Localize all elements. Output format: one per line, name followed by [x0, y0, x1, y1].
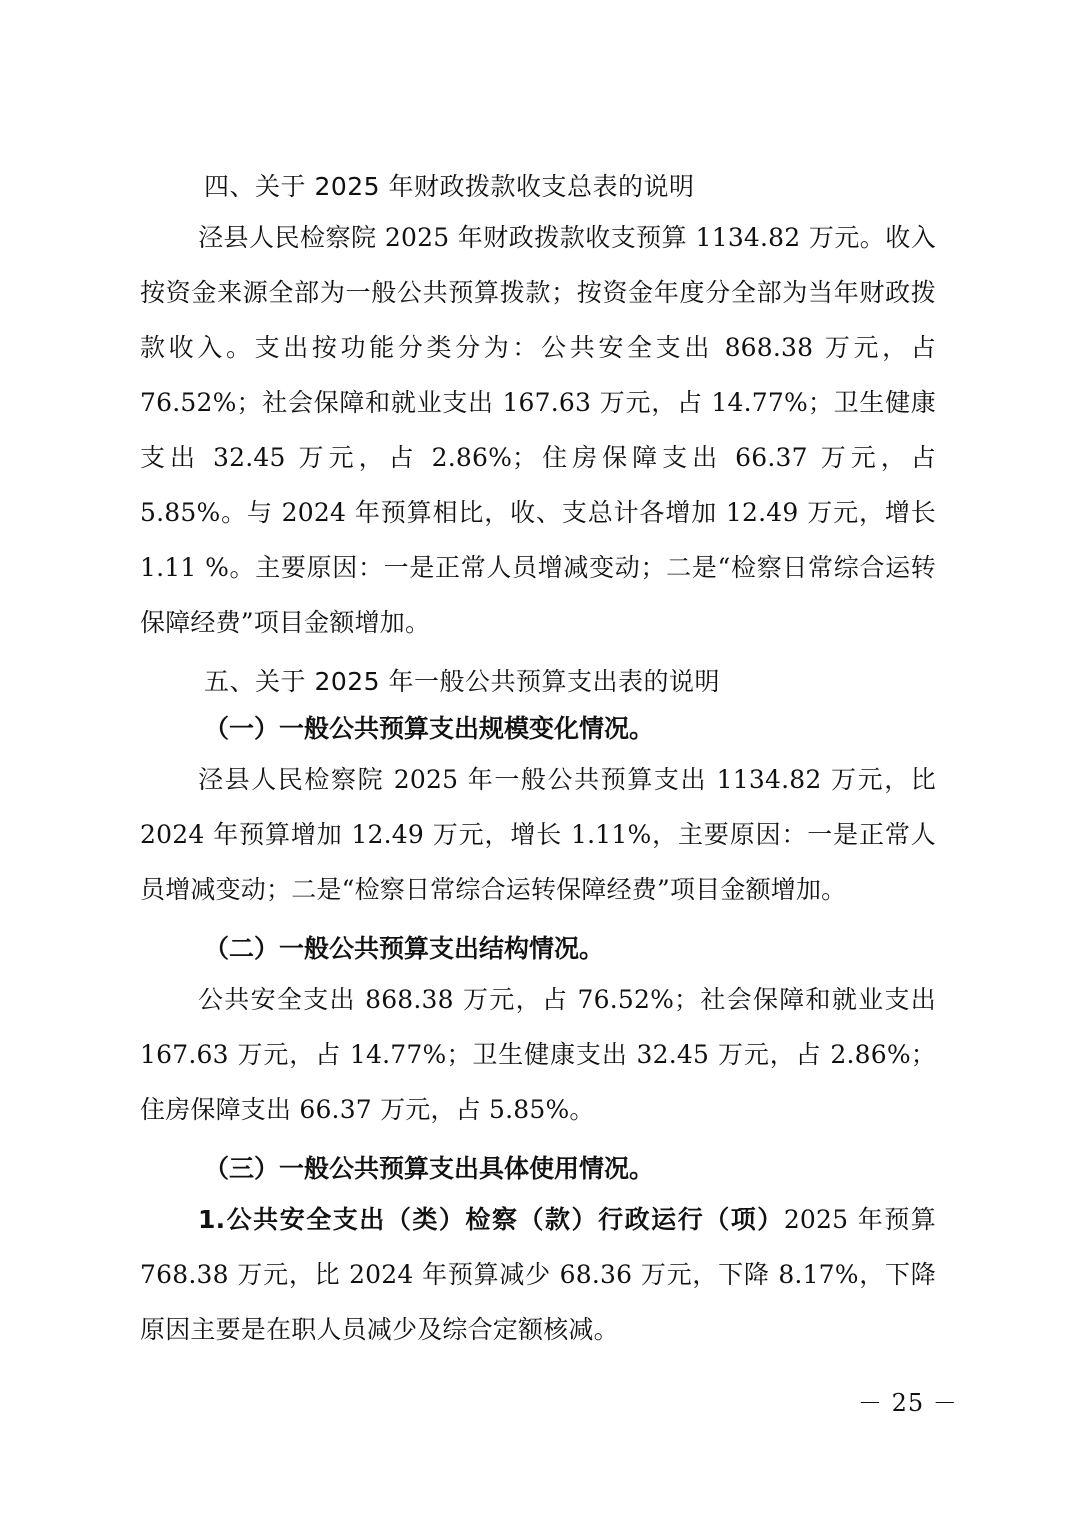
section-5-heading: 五、关于 2025 年一般公共预算支出表的说明 [204, 667, 721, 696]
page-number: － 25 － [858, 1389, 958, 1417]
section-4-heading: 四、关于 2025 年财政拨款收支总表的说明 [204, 172, 695, 201]
document-body [140, 163, 936, 1357]
section-5-3-item-1 [140, 1192, 936, 1357]
section-5-1-paragraph: 泾县人民检察院 2025 年一般公共预算支出 1134.82 万元，比 2024 年预算增加 12.49 万元，增长 1.11%，主要原因：一是正常人员增减变动；二是“检察日常综合运转保障经费”项目金额增加。 [140, 765, 936, 904]
section-5-1-heading: （一）一般公共预算支出规模变化情况。 [204, 714, 655, 743]
section-5-2-heading: （二）一般公共预算支出结构情况。 [204, 934, 605, 963]
item-1-text: 2025 年预算 768.38 万元，比 2024 年预算减少 68.36 万元，下降 8.17%，下降原因主要是在职人员减少及综合定额核减。 [140, 1205, 936, 1344]
section-5-2-paragraph: 公共安全支出 868.38 万元，占 76.52%；社会保障和就业支出 167.63 万元，占 14.77%；卫生健康支出 32.45 万元，占 2.86%；住房保障支出 66.37 万元，占 5.85%。 [140, 985, 936, 1124]
section-4-paragraph: 泾县人民检察院 2025 年财政拨款收支预算 1134.82 万元。收入按资金来源全部为一般公共预算拨款；按资金年度分全部为当年财政拨款收入。支出按功能分类分为：公共安全支出 868.38 万元，占 76.52%；社会保障和就业支出 167.63 万元，占 14.77%；卫生健康支出 32.45 万元，占 2.86%；住房保障支出 66.37 万元，占 5.85%。与 2024 年预算相比，收、支总计各增加 12.49 万元，增长 1.11 %。主要原因：一是正常人员增减变动；二是“检察日常综合运转保障经费”项目金额增加。 [140, 223, 936, 637]
section-5-3-heading: （三）一般公共预算支出具体使用情况。 [204, 1154, 655, 1183]
item-1-lead: 1.公共安全支出（类）检察（款）行政运行（项） [198, 1205, 784, 1234]
